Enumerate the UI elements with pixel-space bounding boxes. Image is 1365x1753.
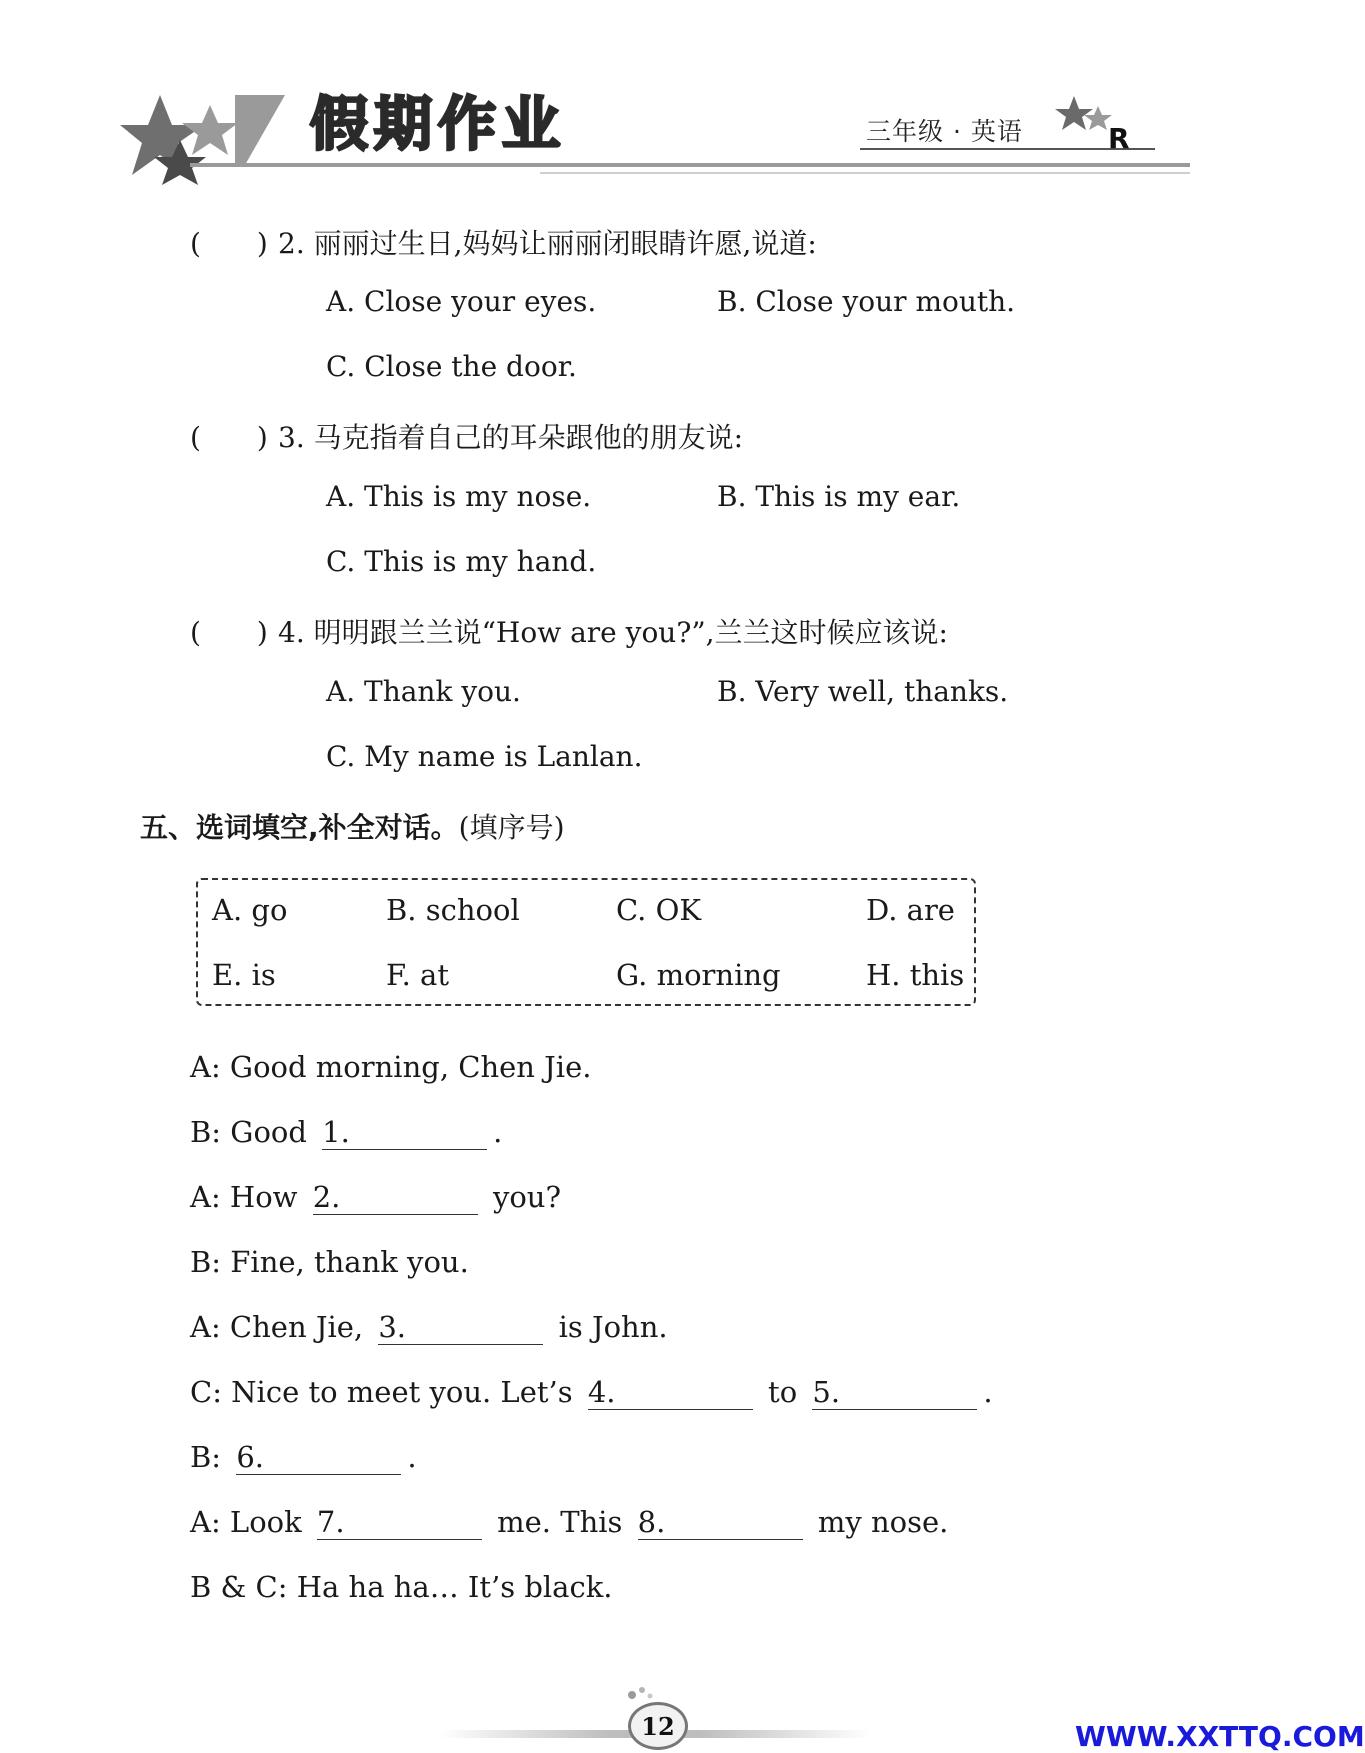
dialogue-text: . — [983, 1375, 993, 1409]
word-option: B. school — [386, 893, 520, 927]
word-option: A. go — [212, 893, 288, 927]
option-c: C. This is my hand. — [326, 545, 597, 578]
blank-number: 5. — [812, 1375, 841, 1409]
dialogue-line — [190, 1310, 668, 1345]
page-number: 12 — [628, 1702, 688, 1750]
dialogue-line — [190, 1375, 993, 1410]
dialogue-text: A: Chen Jie, — [190, 1310, 373, 1344]
question-text: 4. 明明跟兰兰说“How are you?”,兰兰这时候应该说: — [278, 616, 948, 649]
section-title — [140, 806, 565, 846]
watermark: WWW.XXTTQ.COM — [1075, 1720, 1365, 1753]
blank-3[interactable] — [378, 1310, 543, 1345]
blank-number: 8. — [637, 1505, 666, 1539]
dialogue-text: you? — [483, 1180, 562, 1214]
dialogue-text: A: Look — [190, 1505, 311, 1539]
answer-bracket[interactable]: ( ) — [190, 421, 268, 454]
option-b: B. Very well, thanks. — [717, 675, 1009, 708]
dialogue-line — [190, 1440, 417, 1475]
dialogue-line — [190, 1505, 948, 1540]
dialogue-text: me. This — [487, 1505, 632, 1539]
option-a: A. This is my nose. — [326, 480, 592, 513]
dialogue-text: my nose. — [808, 1505, 949, 1539]
blank-8[interactable] — [638, 1505, 803, 1540]
dialogue-text: B: — [190, 1440, 231, 1474]
dialogue-text: is John. — [549, 1310, 668, 1344]
edition-badge: R — [1108, 122, 1130, 155]
word-option: F. at — [386, 958, 449, 992]
option-a: A. Close your eyes. — [326, 285, 597, 318]
dialogue-text: to — [758, 1375, 807, 1409]
dialogue-text: . — [493, 1115, 503, 1149]
blank-7[interactable] — [317, 1505, 482, 1540]
word-option: E. is — [212, 958, 276, 992]
dialogue-text: . — [407, 1440, 417, 1474]
header-slash-icon — [235, 95, 285, 165]
blank-4[interactable] — [588, 1375, 753, 1410]
dialogue-line — [190, 1115, 502, 1150]
book-title: 假期作业 — [310, 90, 567, 158]
word-bank — [196, 878, 976, 1006]
blank-2[interactable] — [313, 1180, 478, 1215]
blank-5[interactable] — [812, 1375, 977, 1410]
question-text: 3. 马克指着自己的耳朵跟他的朋友说: — [278, 421, 744, 454]
header-rule-thin — [540, 172, 1190, 174]
answer-bracket[interactable]: ( ) — [190, 227, 268, 260]
option-b: B. This is my ear. — [717, 480, 961, 513]
blank-number: 7. — [316, 1505, 345, 1539]
option-a: A. Thank you. — [326, 675, 521, 708]
dialogue-text: A: How — [190, 1180, 307, 1214]
section-note: (填序号) — [458, 811, 565, 844]
dialogue-line: B: Fine, thank you. — [190, 1245, 469, 1279]
option-c: C. Close the door. — [326, 350, 577, 383]
option-b: B. Close your mouth. — [717, 285, 1016, 318]
dialogue-line — [190, 1180, 561, 1215]
answer-bracket[interactable]: ( ) — [190, 616, 268, 649]
blank-6[interactable] — [236, 1440, 401, 1475]
header-rule — [190, 163, 1190, 167]
grade-subject: 三年级 · 英语 — [866, 117, 1023, 146]
blank-1[interactable] — [322, 1115, 487, 1150]
small-stars-icon — [1052, 92, 1116, 144]
question-text: 2. 丽丽过生日,妈妈让丽丽闭眼睛许愿,说道: — [278, 227, 817, 260]
word-option: D. are — [866, 893, 955, 927]
blank-number: 3. — [378, 1310, 407, 1344]
dialogue-text: B: Good — [190, 1115, 317, 1149]
blank-number: 2. — [312, 1180, 341, 1214]
blank-number: 4. — [587, 1375, 616, 1409]
dialogue-line: A: Good morning, Chen Jie. — [190, 1050, 592, 1084]
blank-number: 1. — [322, 1115, 350, 1149]
footer-dots-icon — [626, 1683, 656, 1703]
word-option: H. this — [866, 958, 965, 992]
option-c: C. My name is Lanlan. — [326, 740, 643, 773]
word-option: C. OK — [616, 893, 702, 927]
blank-number: 6. — [236, 1440, 264, 1474]
section-title-text: 五、选词填空,补全对话。 — [140, 811, 459, 844]
dialogue-line: B & C: Ha ha ha… It’s black. — [190, 1570, 613, 1604]
dialogue-text: C: Nice to meet you. Let’s — [190, 1375, 582, 1409]
word-option: G. morning — [616, 958, 781, 992]
